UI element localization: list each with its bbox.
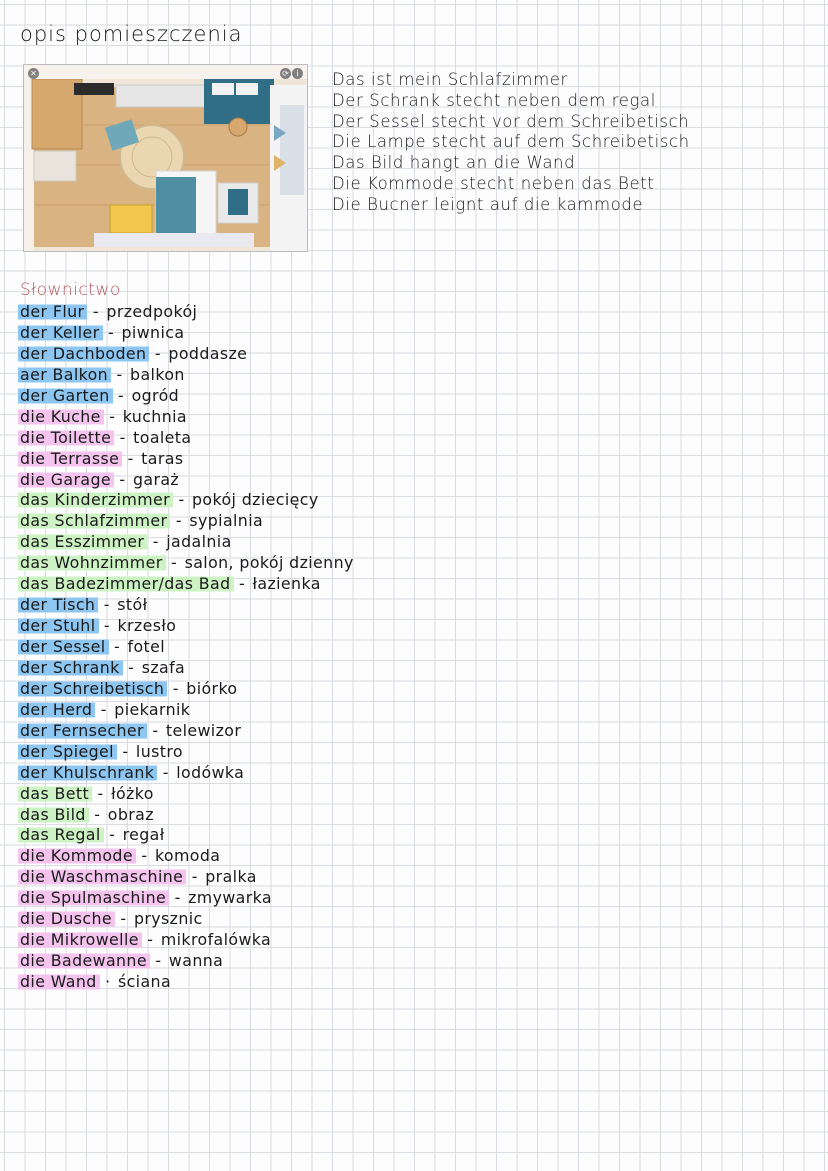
polish-translation: pralka (205, 867, 257, 887)
vocabulary-item (18, 825, 354, 846)
vocabulary-item (18, 742, 354, 763)
polish-translation: kuchnia (122, 406, 187, 426)
page-title: opis pomieszczenia (20, 22, 243, 46)
separator: - (109, 406, 116, 426)
separator: - (118, 385, 125, 405)
german-word: die Mikrowelle (18, 930, 142, 949)
vocabulary-item (18, 428, 354, 449)
vocabulary-item (18, 658, 354, 679)
vocabulary-item (18, 972, 354, 993)
polish-translation: prysznic (133, 909, 203, 929)
separator: - (119, 427, 126, 447)
polish-translation: piekarnik (114, 699, 191, 719)
polish-translation: zmywarka (188, 888, 272, 908)
separator: - (119, 469, 126, 489)
polish-translation: stół (117, 595, 148, 615)
info-icon[interactable]: i (292, 68, 303, 79)
bedroom-illustration (24, 65, 307, 251)
room-description (332, 70, 690, 216)
german-word: der Tisch (18, 595, 98, 614)
vocabulary-item (18, 951, 354, 972)
vocabulary-item (18, 344, 354, 365)
separator: - (114, 637, 121, 656)
polish-translation: fotel (127, 637, 166, 656)
separator: - (128, 657, 135, 677)
german-word: der Spiegel (18, 742, 117, 761)
polish-translation: toaleta (133, 427, 192, 447)
separator: - (141, 846, 148, 866)
german-word: der Stuhl (18, 616, 99, 635)
vocabulary-item (18, 511, 354, 532)
separator: - (122, 741, 129, 761)
german-word: der Flur (18, 302, 87, 321)
polish-translation: piwnica (121, 322, 185, 342)
separator: - (178, 490, 185, 510)
separator: - (191, 867, 198, 887)
polish-translation: obraz (107, 804, 154, 824)
separator: - (100, 699, 107, 719)
german-word: die Kommode (18, 846, 136, 865)
vocabulary-item (18, 449, 354, 470)
german-word: die Terrasse (18, 449, 122, 468)
description-line: Das ist mein Schlafzimmer (332, 70, 568, 89)
separator: - (109, 825, 116, 845)
polish-translation: jadalnia (166, 532, 232, 552)
german-word: das Bett (18, 784, 92, 803)
vocabulary-item (18, 700, 354, 721)
description-line: Die Kommode stecht neben das Bett (332, 173, 655, 193)
german-word: der Fernsecher (18, 721, 147, 740)
vocabulary-item (18, 867, 354, 888)
description-line: Die Bucner leignt auf die kammode (332, 194, 644, 214)
german-word: der Keller (18, 323, 103, 342)
vocabulary-item (18, 930, 354, 951)
polish-translation: salon, pokój dzienny (184, 553, 354, 573)
separator: - (175, 511, 182, 531)
vocabulary-item (18, 595, 354, 616)
german-word: die Kuche (18, 407, 104, 426)
polish-translation: ogród (131, 385, 180, 405)
separator: - (92, 302, 99, 321)
vocabulary-item (18, 637, 354, 658)
separator: - (94, 804, 101, 824)
vocabulary-item (18, 490, 354, 511)
vocabulary-item (18, 721, 354, 742)
vocabulary-item (18, 386, 354, 407)
german-word: die Badewanne (18, 951, 150, 970)
vocabulary-item (18, 763, 354, 784)
vocabulary-item (18, 302, 354, 323)
separator: - (171, 553, 178, 573)
separator: - (97, 783, 104, 803)
separator: - (174, 888, 181, 908)
vocabulary-item (18, 553, 354, 574)
polish-translation: telewizor (165, 720, 242, 740)
vocabulary-item (18, 679, 354, 700)
polish-translation: łazienka (252, 574, 321, 594)
polish-translation: pokój dziecięcy (191, 490, 319, 510)
polish-translation: sypialnia (189, 511, 264, 531)
polish-translation: komoda (154, 846, 221, 866)
polish-translation: lodówka (176, 762, 245, 782)
german-word: das Regal (18, 825, 104, 844)
polish-translation: garaż (132, 469, 180, 489)
polish-translation: ściana (117, 972, 172, 991)
german-word: das Esszimmer (18, 532, 147, 551)
polish-translation: regał (122, 825, 165, 845)
german-word: das Bild (18, 805, 89, 824)
german-word: das Badezimmer/das Bad (18, 574, 234, 593)
german-word: die Spulmaschine (18, 888, 169, 907)
vocabulary-item (18, 323, 354, 344)
description-line: Der Schrank stecht neben dem regal (332, 90, 656, 110)
separator: - (120, 909, 127, 929)
german-word: die Dusche (18, 909, 115, 928)
polish-translation: wanna (168, 951, 224, 971)
german-word: aer Balkon (18, 365, 111, 384)
separator: - (103, 595, 110, 615)
separator: - (162, 762, 169, 782)
vocabulary-item (18, 470, 354, 491)
description-line: Der Sessel stecht vor dem Schreibetisch (332, 111, 690, 131)
polish-translation: taras (141, 448, 184, 468)
german-word: die Garage (18, 470, 114, 489)
separator: - (107, 322, 115, 342)
polish-translation: łóżko (111, 783, 154, 803)
bedroom-photo (23, 64, 308, 252)
polish-translation: biórko (186, 678, 238, 698)
polish-translation: szafa (141, 657, 186, 677)
separator: - (127, 448, 134, 468)
polish-translation: mikrofalówka (160, 930, 272, 950)
german-word: der Garten (18, 386, 113, 405)
close-icon[interactable]: ✕ (28, 68, 39, 79)
description-line: Das Bild hangt an die Wand (332, 153, 576, 173)
vocabulary-item (18, 574, 354, 595)
polish-translation: przedpokój (106, 302, 198, 321)
german-word: das Wohnzimmer (18, 553, 166, 572)
vocabulary-item (18, 846, 354, 867)
vocabulary-list (18, 302, 354, 993)
german-word: die Wand (18, 972, 100, 991)
german-word: der Sessel (18, 637, 109, 656)
vocabulary-item (18, 616, 354, 637)
separator: - (172, 678, 179, 698)
vocabulary-item (18, 365, 354, 386)
german-word: die Toilette (18, 428, 114, 447)
german-word: das Schlafzimmer (18, 511, 170, 530)
separator: - (155, 951, 162, 971)
polish-translation: poddasze (168, 343, 248, 363)
separator: - (154, 343, 161, 363)
separator: - (147, 930, 154, 950)
german-word: der Schrank (18, 658, 123, 677)
separator: - (238, 574, 246, 594)
polish-translation: balkon (130, 364, 185, 384)
vocabulary-item (18, 909, 354, 930)
german-word: der Dachboden (18, 344, 149, 363)
german-word: der Schreibetisch (18, 679, 167, 698)
separator: - (152, 720, 159, 740)
vocabulary-heading: Słownictwo (20, 280, 121, 300)
german-word: die Waschmaschine (18, 867, 186, 886)
refresh-icon[interactable]: ⟳ (280, 68, 291, 79)
separator: - (103, 616, 111, 636)
vocabulary-item (18, 784, 354, 805)
description-line: Die Lampe stecht auf dem Schreibetisch (332, 132, 690, 152)
german-word: der Khulschrank (18, 763, 157, 782)
polish-translation: lustro (135, 741, 183, 761)
vocabulary-item (18, 407, 354, 428)
vocabulary-item (18, 888, 354, 909)
separator: - (152, 532, 159, 552)
separator: · (105, 972, 111, 991)
vocabulary-item (18, 805, 354, 826)
german-word: der Herd (18, 700, 95, 719)
german-word: das Kinderzimmer (18, 490, 173, 509)
vocabulary-item (18, 532, 354, 553)
polish-translation: krzesło (117, 616, 177, 636)
separator: - (116, 364, 123, 384)
